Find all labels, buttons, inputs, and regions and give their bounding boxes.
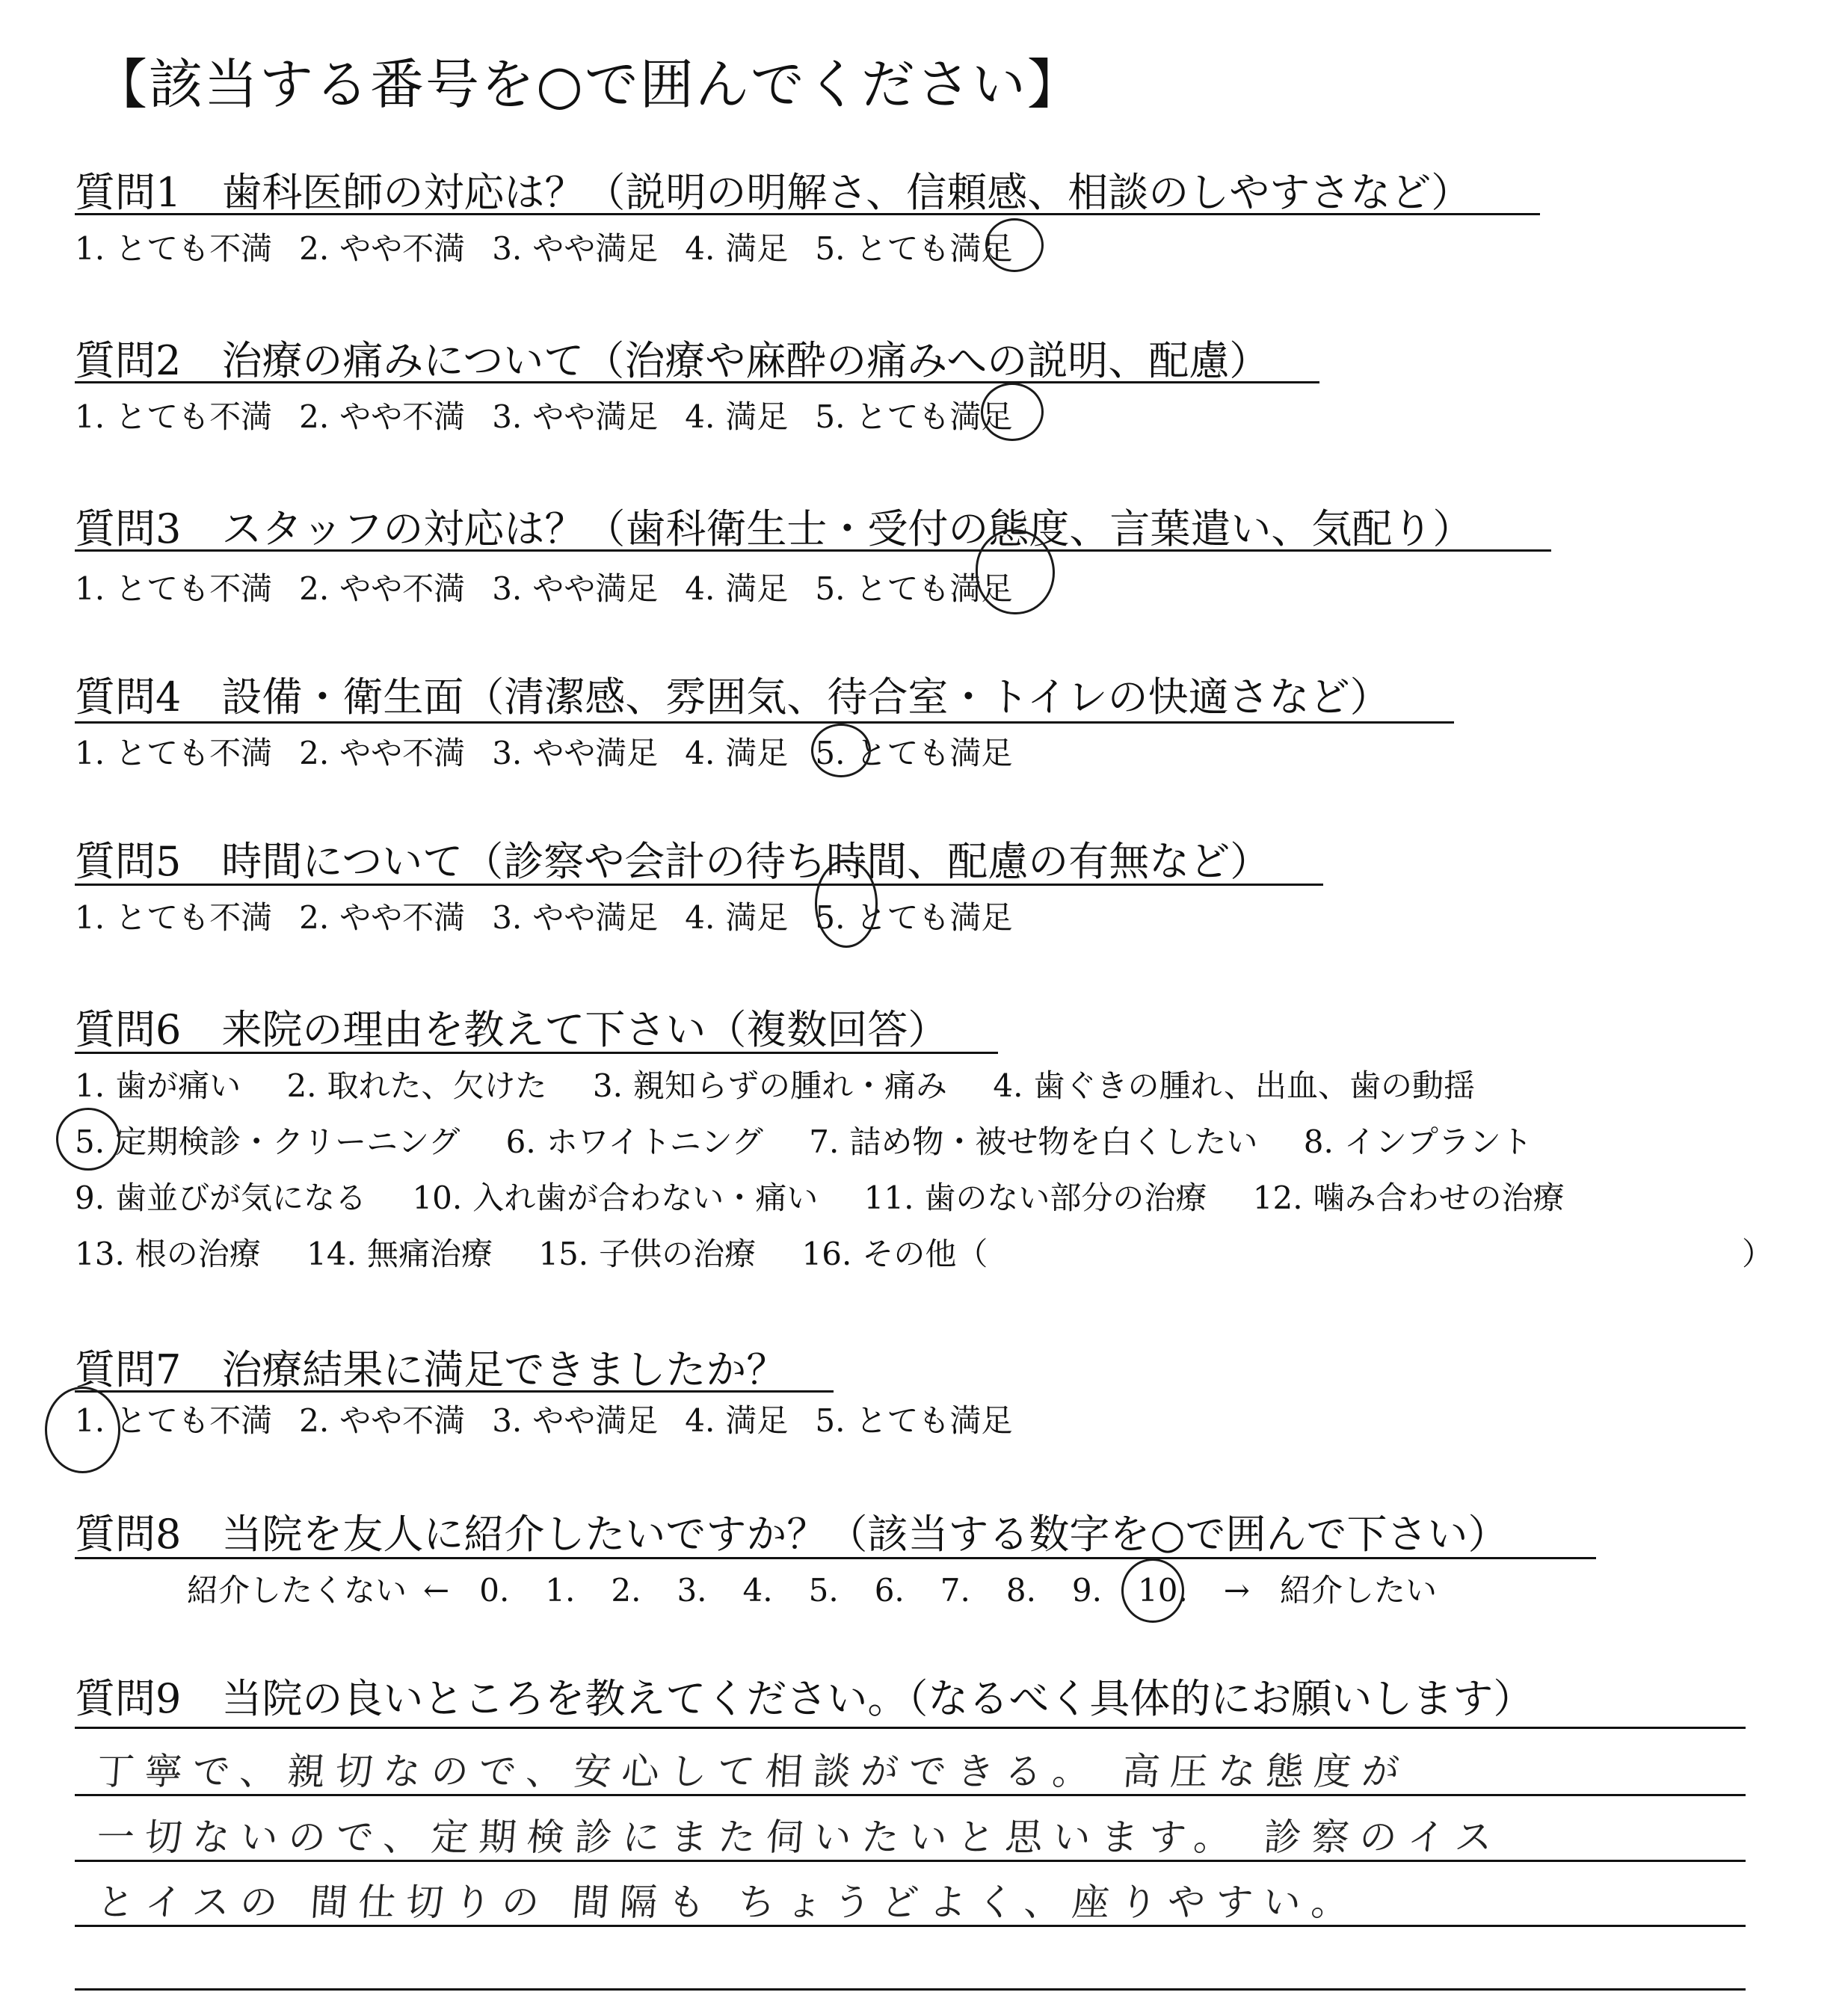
- question-6-row-3: [75, 1174, 1601, 1218]
- q8-scale-1[interactable]: 1.: [545, 1572, 576, 1609]
- q6-option-3[interactable]: 3. 親知らずの腫れ・痛み: [592, 1067, 947, 1104]
- q8-scale-5[interactable]: 5.: [808, 1572, 839, 1609]
- q6-option-2[interactable]: 2. 取れた、欠けた: [286, 1067, 547, 1104]
- q1-option-1[interactable]: 1. とても不満: [75, 230, 273, 267]
- page-title: 【該当する番号を○で囲んでください】: [93, 53, 1082, 116]
- q1-option-3[interactable]: 3. やや満足: [492, 230, 659, 267]
- q5-option-3[interactable]: 3. やや満足: [492, 899, 659, 936]
- q7-option-5[interactable]: 5. とても満足: [815, 1402, 1013, 1439]
- question-6-row-4: [75, 1230, 1023, 1274]
- answer-rule-1: [75, 1727, 1746, 1729]
- answer-rule-3: [75, 1860, 1746, 1862]
- q6-option-8[interactable]: 8. インプラント: [1303, 1123, 1533, 1160]
- q1-option-2[interactable]: 2. やや不満: [299, 230, 466, 267]
- q6-option-16[interactable]: 16. その他（: [801, 1236, 988, 1272]
- q6-option-5-selected[interactable]: 5. 定期検診・クリーニング: [75, 1123, 461, 1160]
- question-4-underline: [75, 721, 1454, 724]
- q3-option-5-selected[interactable]: 5. とても満足: [815, 570, 1013, 607]
- left-arrow-icon: ←: [423, 1572, 450, 1609]
- q8-scale-8-selected[interactable]: 8.: [1005, 1572, 1036, 1609]
- question-7-options: [75, 1396, 1039, 1441]
- q6-option-9[interactable]: 9. 歯並びが気になる: [75, 1180, 367, 1216]
- q4-option-3[interactable]: 3. やや満足: [492, 735, 659, 771]
- q5-option-4-selected[interactable]: 4. 満足: [685, 899, 789, 936]
- answer-line-2[interactable]: 一切ないので、定期検診にまた伺いたいと思います。 診察のイス: [95, 1816, 1505, 1859]
- question-1-options: [75, 224, 1039, 269]
- question-2-underline: [75, 381, 1319, 383]
- q6-option-10[interactable]: 10. 入れ歯が合わない・痛い: [412, 1180, 819, 1216]
- q2-option-1[interactable]: 1. とても不満: [75, 398, 273, 435]
- q8-left-label: 紹介したくない: [187, 1572, 407, 1609]
- q6-option-12[interactable]: 12. 噛み合わせの治療: [1252, 1180, 1565, 1216]
- question-3-underline: [75, 549, 1551, 552]
- q5-option-5[interactable]: 5. とても満足: [815, 899, 1013, 936]
- question-1-heading: 質問1 歯科医師の対応は？（説明の明解さ、信頼感、相談のしやすさなど）: [75, 169, 1472, 216]
- question-6-underline: [75, 1052, 998, 1054]
- q6-option-1[interactable]: 1. 歯が痛い: [75, 1067, 241, 1104]
- q7-option-2[interactable]: 2. やや不満: [299, 1402, 466, 1439]
- question-3-heading: 質問3 スタッフの対応は？（歯科衛生士・受付の態度、言葉遣い、気配り）: [75, 505, 1473, 552]
- q2-option-2[interactable]: 2. やや不満: [299, 398, 466, 435]
- q8-scale-9[interactable]: 9.: [1071, 1572, 1102, 1609]
- question-2-heading: 質問2 治療の痛みについて（治療や麻酔の痛みへの説明、配慮）: [75, 337, 1270, 384]
- question-6-row-1: [75, 1061, 1511, 1106]
- question-8-underline: [75, 1557, 1596, 1559]
- right-arrow-icon: →: [1223, 1572, 1250, 1609]
- q8-scale-0[interactable]: 0.: [479, 1572, 510, 1609]
- q8-scale-2[interactable]: 2.: [611, 1572, 641, 1609]
- question-1-underline: [75, 213, 1540, 215]
- answer-rule-2: [75, 1794, 1746, 1796]
- q7-option-1-selected[interactable]: 1. とても不満: [75, 1402, 273, 1439]
- question-6-row-2: [75, 1117, 1568, 1162]
- question-5-heading: 質問5 時間について（診察や会計の待ち時間、配慮の有無など）: [75, 838, 1271, 885]
- q8-scale-4[interactable]: 4.: [742, 1572, 773, 1609]
- q3-option-2[interactable]: 2. やや不満: [299, 570, 466, 607]
- q5-option-2[interactable]: 2. やや不満: [299, 899, 466, 936]
- q6-option-15[interactable]: 15. 子供の治療: [538, 1236, 757, 1272]
- answer-line-3[interactable]: とイスの 間仕切りの 間隔も ちょうどよく、座りやすい。: [95, 1881, 1361, 1924]
- q6-other-close-paren: ）: [1742, 1236, 1774, 1272]
- question-8-heading: 質問8 当院を友人に紹介したいですか？（該当する数字を○で囲んで下さい）: [75, 1511, 1509, 1558]
- question-7-underline: [75, 1390, 834, 1393]
- q8-scale-6[interactable]: 6.: [874, 1572, 905, 1609]
- question-4-options: [75, 729, 1039, 774]
- q2-option-5-selected[interactable]: 5. とても満足: [815, 398, 1013, 435]
- q2-option-4[interactable]: 4. 満足: [685, 398, 789, 435]
- q6-option-11[interactable]: 11. 歯のない部分の治療: [863, 1180, 1207, 1216]
- q4-option-2[interactable]: 2. やや不満: [299, 735, 466, 771]
- q6-option-7[interactable]: 7. 詰め物・被せ物を白くしたい: [809, 1123, 1258, 1160]
- question-4-heading: 質問4 設備・衛生面（清潔感、雰囲気、待合室・トイレの快適さなど）: [75, 673, 1390, 721]
- question-2-options: [75, 392, 1039, 437]
- question-6-heading: 質問6 来院の理由を教えて下さい（複数回答）: [75, 1006, 949, 1053]
- q7-option-4[interactable]: 4. 満足: [685, 1402, 789, 1439]
- q1-option-5-selected[interactable]: 5. とても満足: [815, 230, 1013, 267]
- question-7-heading: 質問7 治療結果に満足できましたか？: [75, 1346, 787, 1393]
- q5-option-1[interactable]: 1. とても不満: [75, 899, 273, 936]
- q4-option-4-selected[interactable]: 4. 満足: [685, 735, 789, 771]
- q8-right-label: 紹介したい: [1280, 1572, 1438, 1609]
- answer-rule-5: [75, 1988, 1746, 1991]
- answer-rule-4: [75, 1925, 1746, 1927]
- answer-line-1[interactable]: 丁寧で、親切なので、安心して相談ができる。 高圧な態度が: [95, 1750, 1411, 1793]
- q6-option-6[interactable]: 6. ホワイトニング: [505, 1123, 763, 1160]
- q7-option-3[interactable]: 3. やや満足: [492, 1402, 659, 1439]
- q3-option-4[interactable]: 4. 満足: [685, 570, 789, 607]
- q4-option-5[interactable]: 5. とても満足: [815, 735, 1013, 771]
- q6-option-14[interactable]: 14. 無痛治療: [307, 1236, 493, 1272]
- q6-option-13[interactable]: 13. 根の治療: [75, 1236, 261, 1272]
- q1-option-4[interactable]: 4. 満足: [685, 230, 789, 267]
- q3-option-3[interactable]: 3. やや満足: [492, 570, 659, 607]
- question-3-options: [75, 564, 1039, 609]
- question-9-heading: 質問9 当院の良いところを教えてください。（なるべく具体的にお願いします）: [75, 1675, 1534, 1722]
- q3-option-1[interactable]: 1. とても不満: [75, 570, 273, 607]
- q8-scale-3[interactable]: 3.: [677, 1572, 707, 1609]
- question-5-options: [75, 893, 1039, 938]
- q6-option-4[interactable]: 4. 歯ぐきの腫れ、出血、歯の動揺: [993, 1067, 1475, 1104]
- q8-scale-7[interactable]: 7.: [940, 1572, 970, 1609]
- q2-option-3[interactable]: 3. やや満足: [492, 398, 659, 435]
- q8-scale-10[interactable]: 10.: [1138, 1572, 1188, 1609]
- question-5-underline: [75, 884, 1323, 886]
- question-8-scale: [187, 1566, 1453, 1611]
- q4-option-1[interactable]: 1. とても不満: [75, 735, 273, 771]
